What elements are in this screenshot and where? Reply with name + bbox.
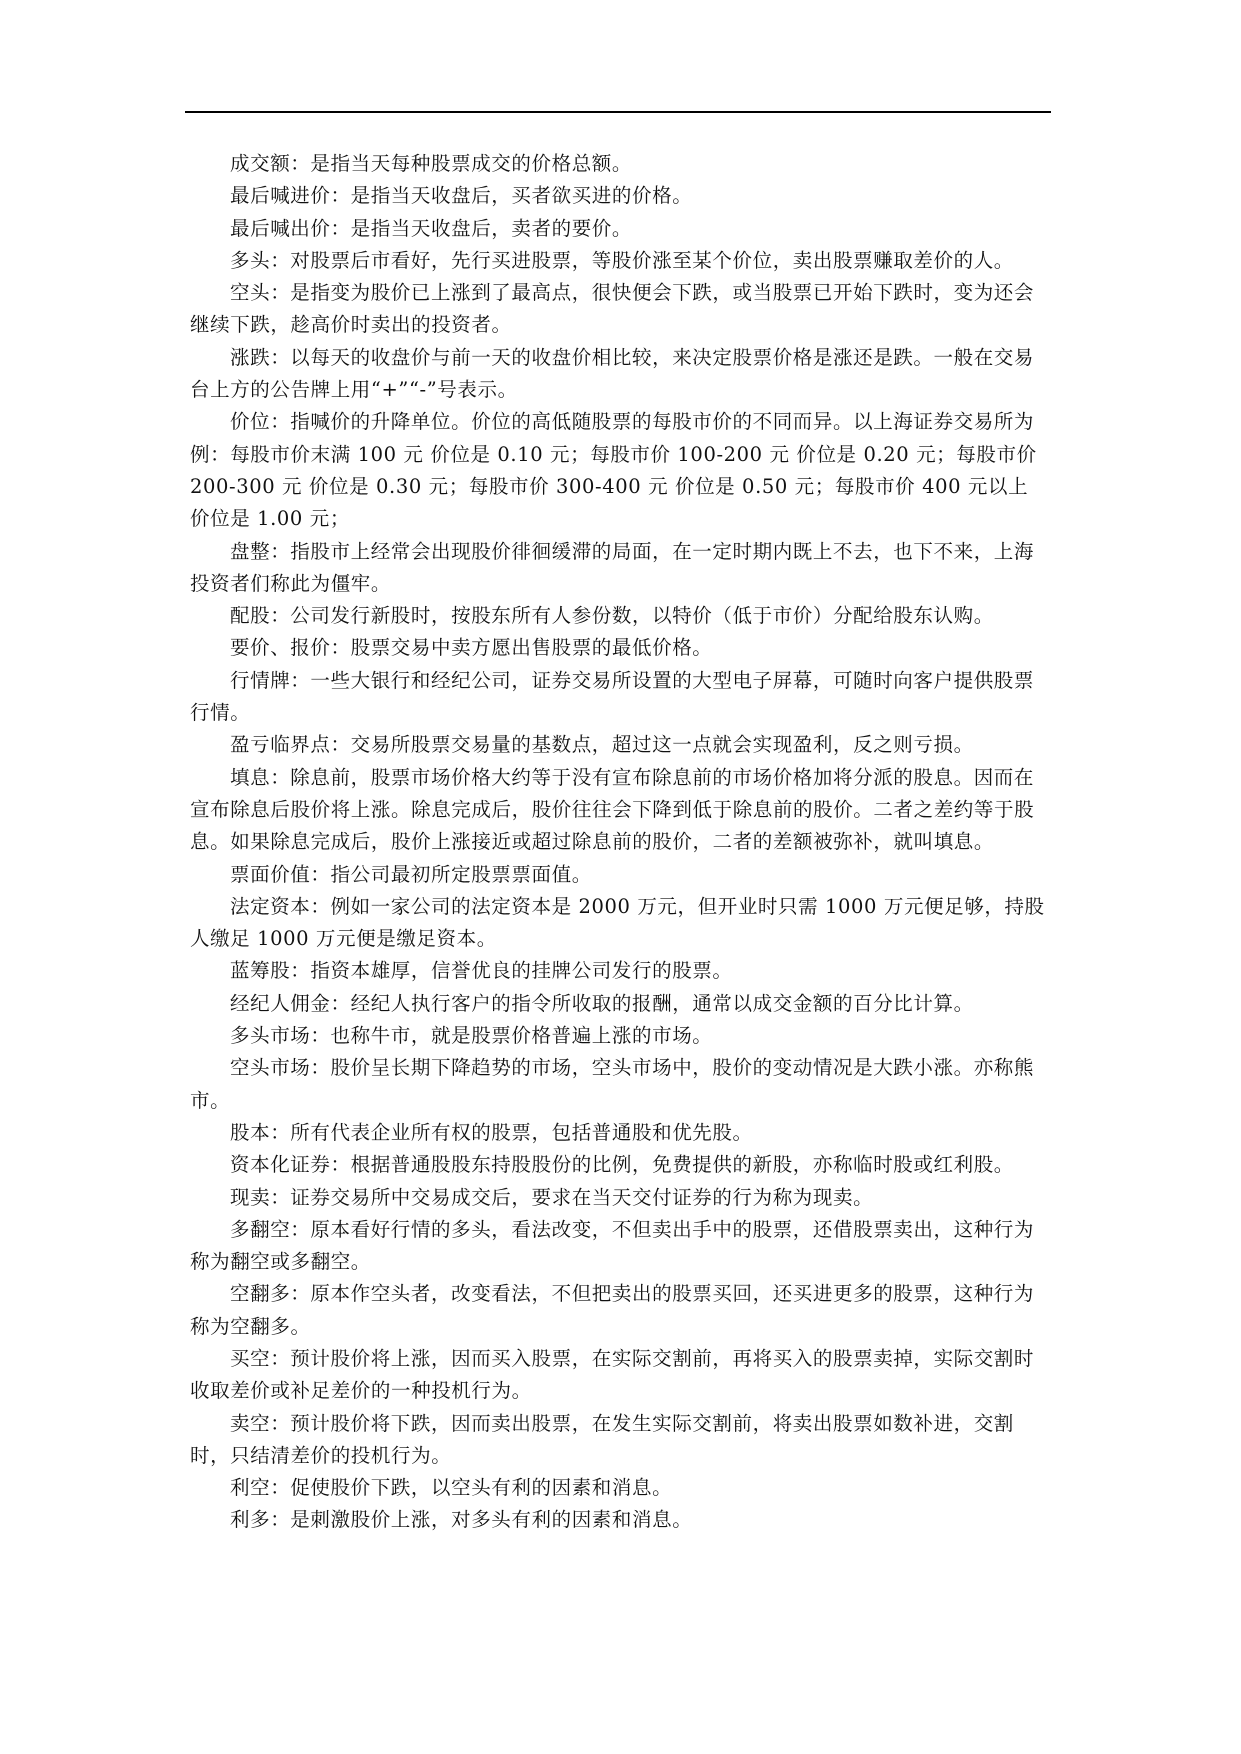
paragraph: 盈亏临界点：交易所股票交易量的基数点，超过这一点就会实现盈利，反之则亏损。 [230,733,974,757]
document-body [190,148,1045,1537]
paragraph: 价位：指喊价的升降单位。价位的高低随股票的每股市价的不同而异。以上海证券交易所为例：每股市价末满 100 元 价位是 0.10 元；每股市价 100-200 元 价位是 0.20 元；每股市价 200-300 元 价位是 0.30 元；每股市价 300-400 元 价位是 0.50 元；每股市价 400 元以上 价位是 1.00 元； [190,410,1037,531]
paragraph: 票面价值：指公司最初所定股票票面值。 [230,862,592,886]
paragraph: 经纪人佣金：经纪人执行客户的指令所收取的报酬，通常以成交金额的百分比计算。 [230,991,974,1015]
paragraph: 卖空：预计股价将下跌，因而卖出股票，在发生实际交割前，将卖出股票如数补进，交割时，只结清差价的投机行为。 [190,1411,1014,1467]
paragraph: 多翻空：原本看好行情的多头，看法改变，不但卖出手中的股票，还借股票卖出，这种行为称为翻空或多翻空。 [190,1217,1035,1274]
paragraph: 现卖：证券交易所中交易成交后，要求在当天交付证券的行为称为现卖。 [230,1185,874,1209]
paragraph: 最后喊进价：是指当天收盘后，买者欲买进的价格。 [230,184,693,208]
paragraph: 行情牌：一些大银行和经纪公司，证券交易所设置的大型电子屏幕，可随时向客户提供股票行情。 [190,668,1035,725]
paragraph: 蓝筹股：指资本雄厚，信誉优良的挂牌公司发行的股票。 [230,959,733,983]
paragraph: 买空：预计股价将上涨，因而买入股票，在实际交割前，再将买入的股票卖掉，实际交割时收取差价或补足差价的一种投机行为。 [190,1346,1035,1403]
paragraph: 空头市场：股价呈长期下降趋势的市场，空头市场中，股价的变动情况是大跌小涨。亦称熊市。 [190,1056,1035,1112]
paragraph: 利多：是刺激股价上涨，对多头有利的因素和消息。 [230,1508,693,1532]
paragraph: 成交额：是指当天每种股票成交的价格总额。 [230,152,633,175]
header-rule [185,111,1051,113]
paragraph: 资本化证券：根据普通股股东持股股份的比例，免费提供的新股，亦称临时股或红利股。 [230,1153,1014,1177]
paragraph: 最后喊出价：是指当天收盘后，卖者的要价。 [230,216,633,240]
paragraph: 要价、报价：股票交易中卖方愿出售股票的最低价格。 [230,636,713,660]
paragraph: 利空：促使股价下跌，以空头有利的因素和消息。 [230,1476,673,1500]
paragraph: 多头市场：也称牛市，就是股票价格普遍上涨的市场。 [230,1024,713,1048]
paragraph: 股本：所有代表企业所有权的股票，包括普通股和优先股。 [230,1120,753,1144]
paragraph: 法定资本：例如一家公司的法定资本是 2000 万元，但开业时只需 1000 万元便足够，持股人缴足 1000 万元便是缴足资本。 [190,894,1045,951]
paragraph: 涨跌：以每天的收盘价与前一天的收盘价相比较，来决定股票价格是涨还是跌。一般在交易台上方的公告牌上用“+”“-”号表示。 [190,345,1035,402]
paragraph: 配股：公司发行新股时，按股东所有人参份数，以特价（低于市价）分配给股东认购。 [230,604,994,628]
paragraph: 填息：除息前，股票市场价格大约等于没有宣布除息前的市场价格加将分派的股息。因而在宣布除息后股价将上涨。除息完成后，股价往往会下降到低于除息前的股价。二者之差约等于股息。如果除息完成后，股价上涨接近或超过除息前的股价，二者的差额被弥补，就叫填息。 [190,765,1035,854]
paragraph: 多头：对股票后市看好，先行买进股票，等股价涨至某个价位，卖出股票赚取差价的人。 [230,248,1014,272]
paragraph: 盘整：指股市上经常会出现股价徘徊缓滞的局面，在一定时期内既上不去，也下不来，上海投资者们称此为僵牢。 [190,539,1035,595]
paragraph: 空头：是指变为股价已上涨到了最高点，很快便会下跌，或当股票已开始下跌时，变为还会继续下跌，趁高价时卖出的投资者。 [190,281,1035,337]
paragraph: 空翻多：原本作空头者，改变看法，不但把卖出的股票买回，还买进更多的股票，这种行为称为空翻多。 [190,1282,1035,1338]
